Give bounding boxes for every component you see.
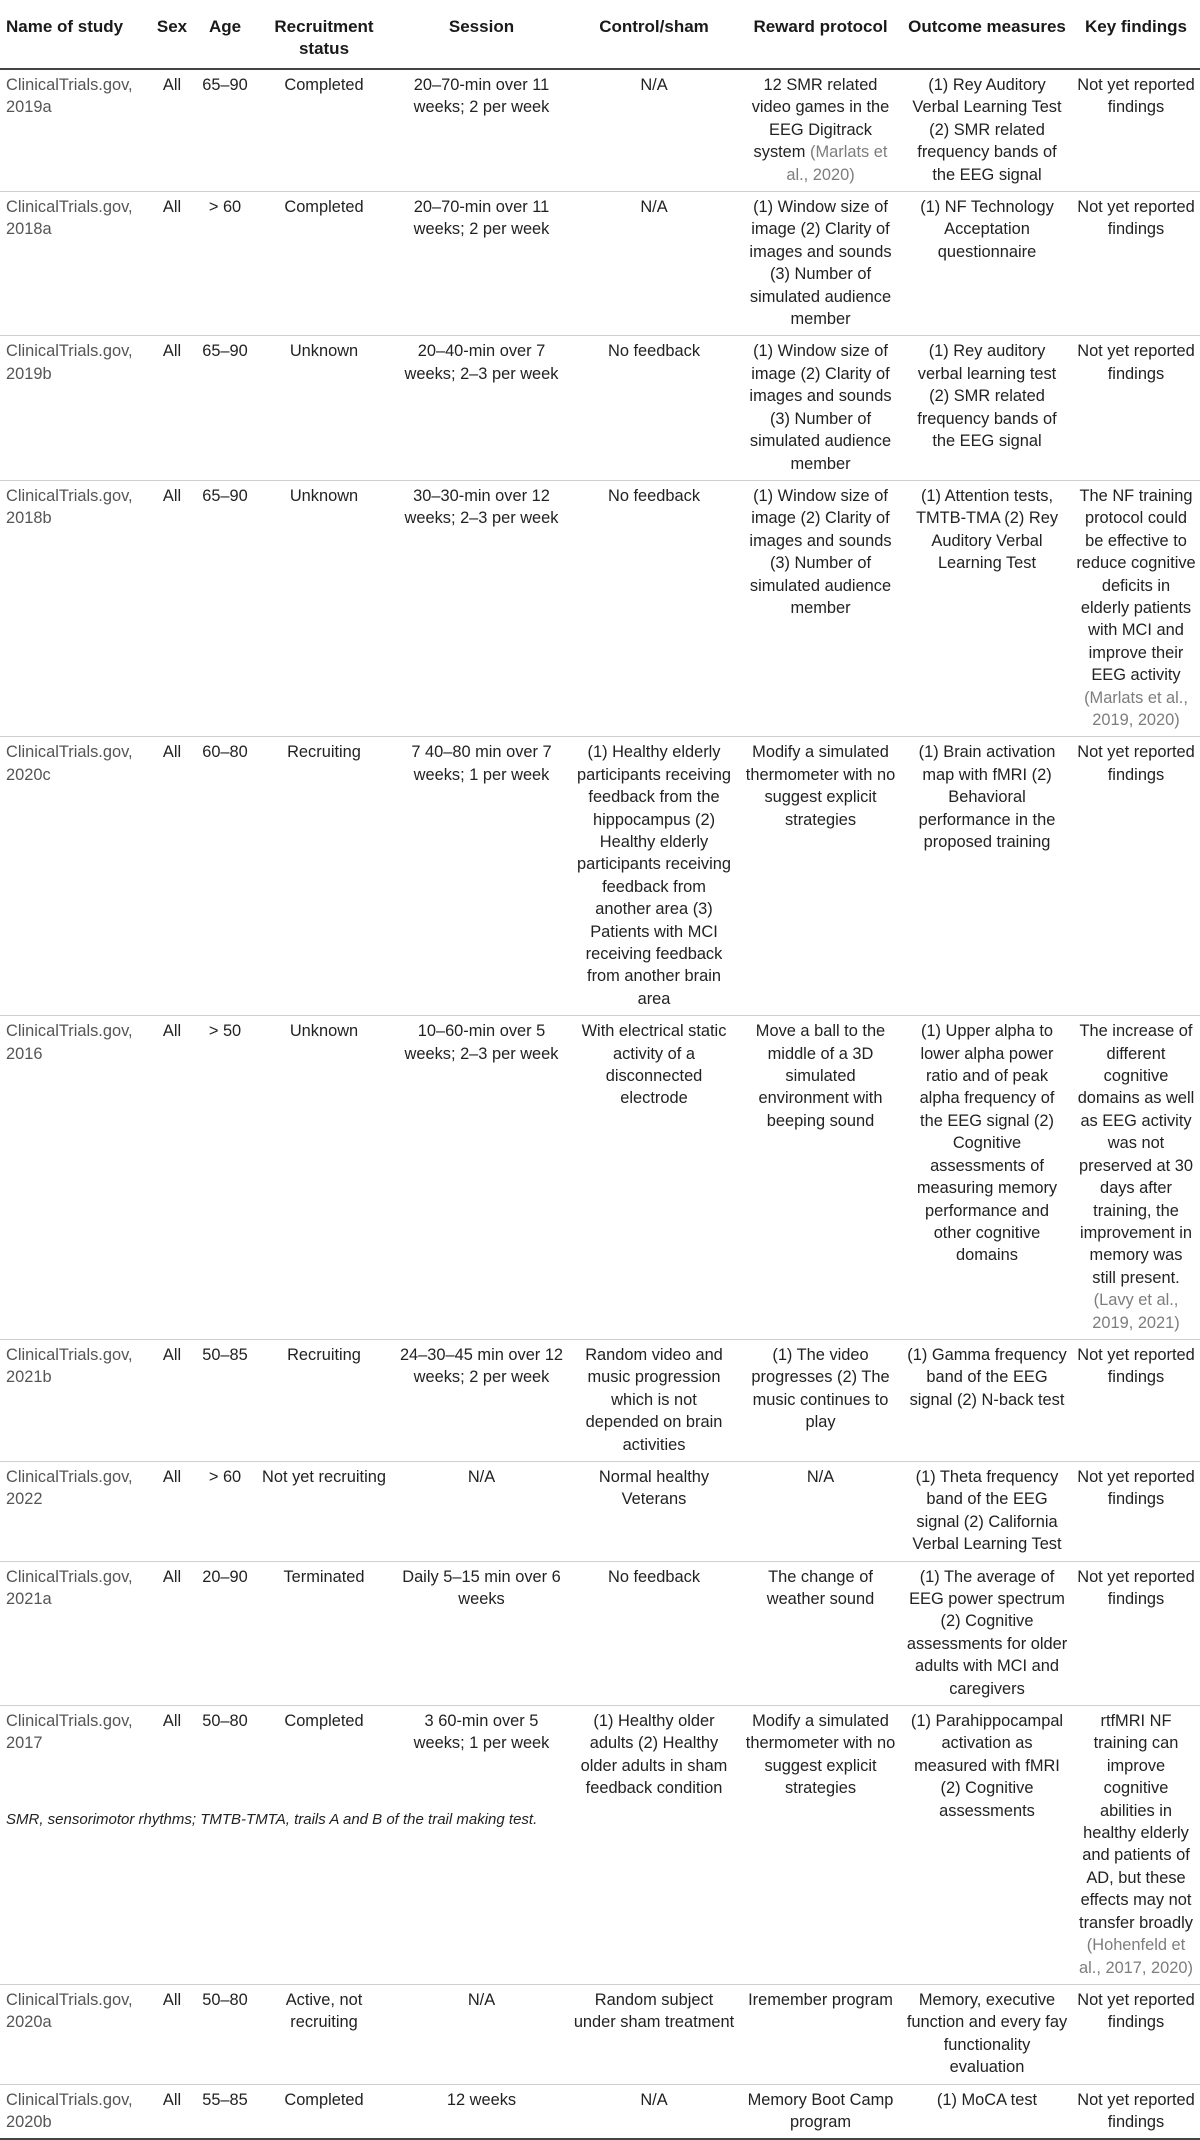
cell-text: 60–80 <box>202 743 248 762</box>
cell-text: (1) Window size of image (2) Clarity of images and sounds (3) Number of simulated audience member <box>749 486 892 617</box>
cell-text: 65–90 <box>202 76 248 94</box>
cell-text: N/A <box>467 1467 496 1486</box>
cell-status <box>254 69 394 192</box>
cell-findings <box>1072 1339 1200 1461</box>
cell-text: ClinicalTrials.gov, 2017 <box>6 1712 133 1753</box>
cell-text: Terminated <box>283 1567 365 1586</box>
cell-reward <box>739 69 902 192</box>
cell-text: Daily 5–15 min over 6 weeks <box>402 1567 561 1608</box>
cell-study <box>0 1984 148 2084</box>
cell-text: Random subject under sham treatment <box>573 1990 735 2032</box>
cell-study <box>0 1706 148 1985</box>
cell-study <box>0 1339 148 1461</box>
cell-session <box>394 1706 569 1985</box>
cell-status <box>254 336 394 480</box>
cell-sex <box>148 1984 196 2084</box>
cell-text: Completed <box>284 198 364 217</box>
cell-text: The change of weather sound <box>766 1567 875 1608</box>
cell-status <box>254 1706 394 1985</box>
cell-text: (1) Window size of image (2) Clarity of images and sounds (3) Number of simulated audience member <box>749 342 892 473</box>
column-header: Control/sham <box>569 8 739 69</box>
cell-session <box>394 1461 569 1561</box>
table-row <box>0 336 1200 480</box>
cell-control <box>569 1461 739 1561</box>
cell-age <box>196 1984 254 2084</box>
cell-text: N/A <box>640 2090 668 2109</box>
cell-text: All <box>162 2090 182 2109</box>
cell-text: 20–70-min over 11 weeks; 2 per week <box>413 198 550 239</box>
cell-status <box>254 480 394 736</box>
cell-age <box>196 336 254 480</box>
cell-study <box>0 69 148 192</box>
cell-text: > 60 <box>208 198 242 217</box>
cell-text: ClinicalTrials.gov, 2021b <box>6 1345 133 1387</box>
column-header: Name of study <box>0 8 148 69</box>
column-header: Recruitment status <box>254 8 394 69</box>
cell-text: Completed <box>284 1712 364 1731</box>
citation-link[interactable]: (Marlats et al., 2019, 2020) <box>1084 688 1188 729</box>
cell-age <box>196 1461 254 1561</box>
cell-control <box>569 1561 739 1705</box>
cell-text: > 60 <box>208 1467 242 1486</box>
table-row <box>0 1339 1200 1461</box>
cell-outcome <box>902 1561 1072 1705</box>
cell-outcome <box>902 336 1072 480</box>
cell-text: Not yet reported findings <box>1077 1467 1195 1509</box>
cell-text: Normal healthy Veterans <box>598 1467 710 1509</box>
cell-session <box>394 336 569 480</box>
cell-text: Active, not recruiting <box>285 1990 363 2032</box>
cell-findings <box>1072 1984 1200 2084</box>
cell-status <box>254 1984 394 2084</box>
cell-age <box>196 1016 254 1340</box>
cell-text: 20–40-min over 7 weeks; 2–3 per week <box>404 342 559 383</box>
cell-session <box>394 1561 569 1705</box>
cell-outcome <box>902 2084 1072 2139</box>
cell-text: Modify a simulated thermometer with no suggest explicit strategies <box>745 743 896 829</box>
cell-age <box>196 69 254 192</box>
cell-text: Not yet recruiting <box>262 1467 386 1486</box>
cell-text: Not yet reported findings <box>1077 1345 1195 1387</box>
cell-text: Memory, executive function and every fay functionality evaluation <box>906 1990 1068 2077</box>
cell-reward <box>739 192 902 336</box>
cell-text: (1) Theta frequency band of the EEG signal (2) California Verbal Learning Test <box>912 1467 1062 1554</box>
cell-text: (1) The average of EEG power spectrum (2) Cognitive assessments for older adults with MCI and caregivers <box>906 1567 1068 1698</box>
cell-text: Iremember program <box>748 1990 893 2009</box>
cell-text: ClinicalTrials.gov, 2019a <box>6 76 133 117</box>
cell-text: ClinicalTrials.gov, 2020c <box>6 743 133 784</box>
cell-outcome <box>902 192 1072 336</box>
table-row <box>0 1016 1200 1340</box>
cell-sex <box>148 69 196 192</box>
cell-findings <box>1072 336 1200 480</box>
cell-study <box>0 1561 148 1705</box>
cell-text: rtfMRI NF training can improve cognitive abilities in healthy elderly and patients of AD, but these effects may not transfer broadly <box>1079 1712 1193 1932</box>
table-row <box>0 192 1200 336</box>
cell-text: ClinicalTrials.gov, 2020a <box>6 1990 133 2032</box>
cell-control <box>569 1706 739 1985</box>
cell-sex <box>148 192 196 336</box>
cell-control <box>569 1339 739 1461</box>
cell-outcome <box>902 1706 1072 1985</box>
cell-text: Not yet reported findings <box>1077 1990 1195 2032</box>
column-header: Age <box>196 8 254 69</box>
cell-reward <box>739 1339 902 1461</box>
cell-age <box>196 192 254 336</box>
cell-study <box>0 1461 148 1561</box>
cell-status <box>254 1561 394 1705</box>
cell-reward <box>739 336 902 480</box>
cell-outcome <box>902 69 1072 192</box>
cell-text: (1) NF Technology Acceptation questionnaire <box>920 198 1054 261</box>
cell-outcome <box>902 1016 1072 1340</box>
cell-study <box>0 737 148 1016</box>
cell-text: Modify a simulated thermometer with no suggest explicit strategies <box>745 1712 896 1798</box>
cell-text: Completed <box>284 2090 364 2109</box>
cell-text: Random video and music progression which is not depended on brain activities <box>585 1345 723 1454</box>
cell-session <box>394 1984 569 2084</box>
cell-control <box>569 192 739 336</box>
cell-text: All <box>162 1567 182 1586</box>
cell-session <box>394 737 569 1016</box>
cell-text: Not yet reported findings <box>1077 76 1195 117</box>
cell-text: Not yet reported findings <box>1077 743 1195 784</box>
column-header: Sex <box>148 8 196 69</box>
cell-text: All <box>162 1345 182 1364</box>
cell-status <box>254 1339 394 1461</box>
cell-reward <box>739 1984 902 2084</box>
cell-text: 7 40–80 min over 7 weeks; 1 per week <box>411 743 552 784</box>
cell-sex <box>148 1339 196 1461</box>
cell-text: Not yet reported findings <box>1077 198 1195 239</box>
cell-status <box>254 192 394 336</box>
cell-text: N/A <box>640 198 668 217</box>
cell-text: 12 weeks <box>446 2090 517 2109</box>
cell-text: All <box>162 342 182 361</box>
cell-text: ClinicalTrials.gov, 2020b <box>6 2090 133 2131</box>
column-header: Key findings <box>1072 8 1200 69</box>
column-header: Reward protocol <box>739 8 902 69</box>
cell-text: > 50 <box>208 1022 242 1041</box>
cell-findings <box>1072 1016 1200 1340</box>
cell-text: (1) Window size of image (2) Clarity of images and sounds (3) Number of simulated audience member <box>749 198 892 329</box>
cell-control <box>569 69 739 192</box>
cell-text: N/A <box>467 1990 496 2009</box>
cell-text: 50–80 <box>202 1990 248 2009</box>
cell-text: (1) Rey auditory verbal learning test (2) SMR related frequency bands of the EEG signal <box>917 342 1057 451</box>
cell-text: Not yet reported findings <box>1077 342 1195 383</box>
cell-status <box>254 2084 394 2139</box>
cell-text: Recruiting <box>287 743 361 762</box>
cell-outcome <box>902 1984 1072 2084</box>
cell-control <box>569 336 739 480</box>
cell-text: 65–90 <box>202 486 248 505</box>
cell-text: All <box>162 198 182 217</box>
cell-text: 20–70-min over 11 weeks; 2 per week <box>413 76 550 117</box>
cell-text: N/A <box>640 76 668 94</box>
cell-text: ClinicalTrials.gov, 2016 <box>6 1022 133 1063</box>
cell-sex <box>148 480 196 736</box>
cell-text: Not yet reported findings <box>1077 2090 1195 2131</box>
cell-text: 3 60-min over 5 weeks; 1 per week <box>413 1712 550 1753</box>
cell-text: (1) Brain activation map with fMRI (2) Behavioral performance in the proposed training <box>918 743 1056 851</box>
cell-text: ClinicalTrials.gov, 2018b <box>6 486 133 528</box>
cell-age <box>196 737 254 1016</box>
cell-text: Memory Boot Camp program <box>747 2090 894 2131</box>
cell-outcome <box>902 737 1072 1016</box>
cell-text: N/A <box>806 1467 835 1486</box>
cell-reward <box>739 480 902 736</box>
cell-text: All <box>162 1712 182 1731</box>
cell-findings <box>1072 1706 1200 1985</box>
cell-text: Unknown <box>289 1022 359 1041</box>
citation-link[interactable]: (Lavy et al., 2019, 2021) <box>1092 1291 1180 1332</box>
cell-text: Not yet reported findings <box>1077 1567 1195 1608</box>
cell-text: The NF training protocol could be effective to reduce cognitive deficits in elderly patients with MCI and improve their EEG activity <box>1076 486 1196 685</box>
cell-text: All <box>162 1467 182 1486</box>
cell-text: (1) Gamma frequency band of the EEG signal (2) N-back test <box>907 1345 1067 1409</box>
table-row <box>0 2084 1200 2139</box>
cell-control <box>569 1016 739 1340</box>
cell-session <box>394 2084 569 2139</box>
cell-outcome <box>902 1461 1072 1561</box>
cell-text: 20–90 <box>202 1567 248 1586</box>
table-row <box>0 480 1200 736</box>
table-row <box>0 69 1200 192</box>
column-header: Session <box>394 8 569 69</box>
cell-control <box>569 480 739 736</box>
cell-age <box>196 1339 254 1461</box>
cell-study <box>0 1016 148 1340</box>
cell-study <box>0 2084 148 2139</box>
cell-text: With electrical static activity of a disconnected electrode <box>581 1022 727 1108</box>
cell-status <box>254 737 394 1016</box>
cell-text: ClinicalTrials.gov, 2019b <box>6 342 133 383</box>
cell-text: (1) Rey Auditory Verbal Learning Test (2) SMR related frequency bands of the EEG signal <box>912 76 1062 184</box>
cell-text: 65–90 <box>202 342 248 361</box>
citation-link[interactable]: (Hohenfeld et al., 2017, 2020) <box>1079 1936 1193 1977</box>
cell-text: All <box>162 486 182 505</box>
cell-session <box>394 192 569 336</box>
cell-text: (1) Healthy elderly participants receiving feedback from the hippocampus (2) Healthy elderly participants receiving feedback from another area (3) Patients with MCI receiving feedback from another brain area <box>577 743 731 1008</box>
cell-text: Unknown <box>289 486 359 505</box>
table-footnote: SMR, sensorimotor rhythms; TMTB-TMTA, trails A and B of the trail making test. <box>6 1811 538 1828</box>
cell-text: No feedback <box>607 1567 701 1586</box>
cell-findings <box>1072 69 1200 192</box>
cell-text: Recruiting <box>287 1345 361 1364</box>
cell-findings <box>1072 1561 1200 1705</box>
cell-text: 50–80 <box>202 1712 248 1731</box>
cell-reward <box>739 1561 902 1705</box>
citation-link[interactable]: (Marlats et al., 2020) <box>786 143 888 184</box>
cell-text: All <box>162 743 182 762</box>
cell-text: The increase of different cognitive domains as well as EEG activity was not preserved at 30 days after training, the improvement in memory was still present. <box>1077 1022 1195 1287</box>
cell-study <box>0 192 148 336</box>
cell-sex <box>148 737 196 1016</box>
cell-text: (1) Upper alpha to lower alpha power ratio and of peak alpha frequency of the EEG signal (2) Cognitive assessments of measuring memory performance and other cognitive domains <box>916 1022 1058 1265</box>
table-row <box>0 737 1200 1016</box>
cell-text: (1) Parahippocampal activation as measured with fMRI (2) Cognitive assessments <box>910 1712 1064 1820</box>
cell-sex <box>148 336 196 480</box>
cell-text: ClinicalTrials.gov, 2018a <box>6 198 133 239</box>
cell-session <box>394 1339 569 1461</box>
cell-study <box>0 480 148 736</box>
cell-text: ClinicalTrials.gov, 2022 <box>6 1467 133 1509</box>
cell-findings <box>1072 1461 1200 1561</box>
cell-age <box>196 480 254 736</box>
cell-findings <box>1072 737 1200 1016</box>
cell-control <box>569 1984 739 2084</box>
table-row <box>0 1706 1200 1985</box>
cell-findings <box>1072 2084 1200 2139</box>
cell-session <box>394 1016 569 1340</box>
cell-text: Unknown <box>289 342 359 361</box>
table-header-row <box>0 8 1200 69</box>
column-header: Outcome measures <box>902 8 1072 69</box>
table-row <box>0 1461 1200 1561</box>
cell-sex <box>148 1461 196 1561</box>
cell-reward <box>739 1016 902 1340</box>
cell-text: Completed <box>284 76 364 94</box>
cell-text: All <box>162 1022 182 1041</box>
cell-sex <box>148 1706 196 1985</box>
cell-text: 50–85 <box>202 1345 248 1364</box>
cell-control <box>569 2084 739 2139</box>
cell-text: (1) Healthy older adults (2) Healthy older adults in sham feedback condition <box>580 1712 728 1798</box>
cell-outcome <box>902 1339 1072 1461</box>
cell-text: All <box>162 76 182 94</box>
cell-session <box>394 69 569 192</box>
cell-text: (1) The video progresses (2) The music continues to play <box>751 1345 890 1432</box>
cell-sex <box>148 2084 196 2139</box>
cell-text: 10–60-min over 5 weeks; 2–3 per week <box>404 1022 559 1063</box>
cell-text: 12 SMR related video games in the EEG Digitrack system <box>751 76 890 162</box>
cell-age <box>196 1561 254 1705</box>
cell-text: No feedback <box>607 486 701 505</box>
cell-reward <box>739 737 902 1016</box>
cell-age <box>196 2084 254 2139</box>
cell-status <box>254 1016 394 1340</box>
cell-reward <box>739 1461 902 1561</box>
cell-reward <box>739 1706 902 1985</box>
cell-text: ClinicalTrials.gov, 2021a <box>6 1567 133 1608</box>
cell-findings <box>1072 192 1200 336</box>
cell-study <box>0 336 148 480</box>
cell-sex <box>148 1561 196 1705</box>
cell-age <box>196 1706 254 1985</box>
cell-control <box>569 737 739 1016</box>
cell-sex <box>148 1016 196 1340</box>
cell-reward <box>739 2084 902 2139</box>
table-row <box>0 1984 1200 2084</box>
cell-text: 30–30-min over 12 weeks; 2–3 per week <box>404 486 559 528</box>
cell-status <box>254 1461 394 1561</box>
cell-session <box>394 480 569 736</box>
cell-text: (1) MoCA test <box>936 2090 1038 2109</box>
cell-text: Move a ball to the middle of a 3D simulated environment with beeping sound <box>755 1022 886 1130</box>
cell-text: All <box>162 1990 182 2009</box>
cell-text: 55–85 <box>202 2090 248 2109</box>
cell-outcome <box>902 480 1072 736</box>
table-row <box>0 1561 1200 1705</box>
cell-findings <box>1072 480 1200 736</box>
cell-text: (1) Attention tests, TMTB-TMA (2) Rey Auditory Verbal Learning Test <box>915 486 1059 573</box>
cell-text: 24–30–45 min over 12 weeks; 2 per week <box>399 1345 564 1387</box>
cell-text: No feedback <box>607 342 701 361</box>
